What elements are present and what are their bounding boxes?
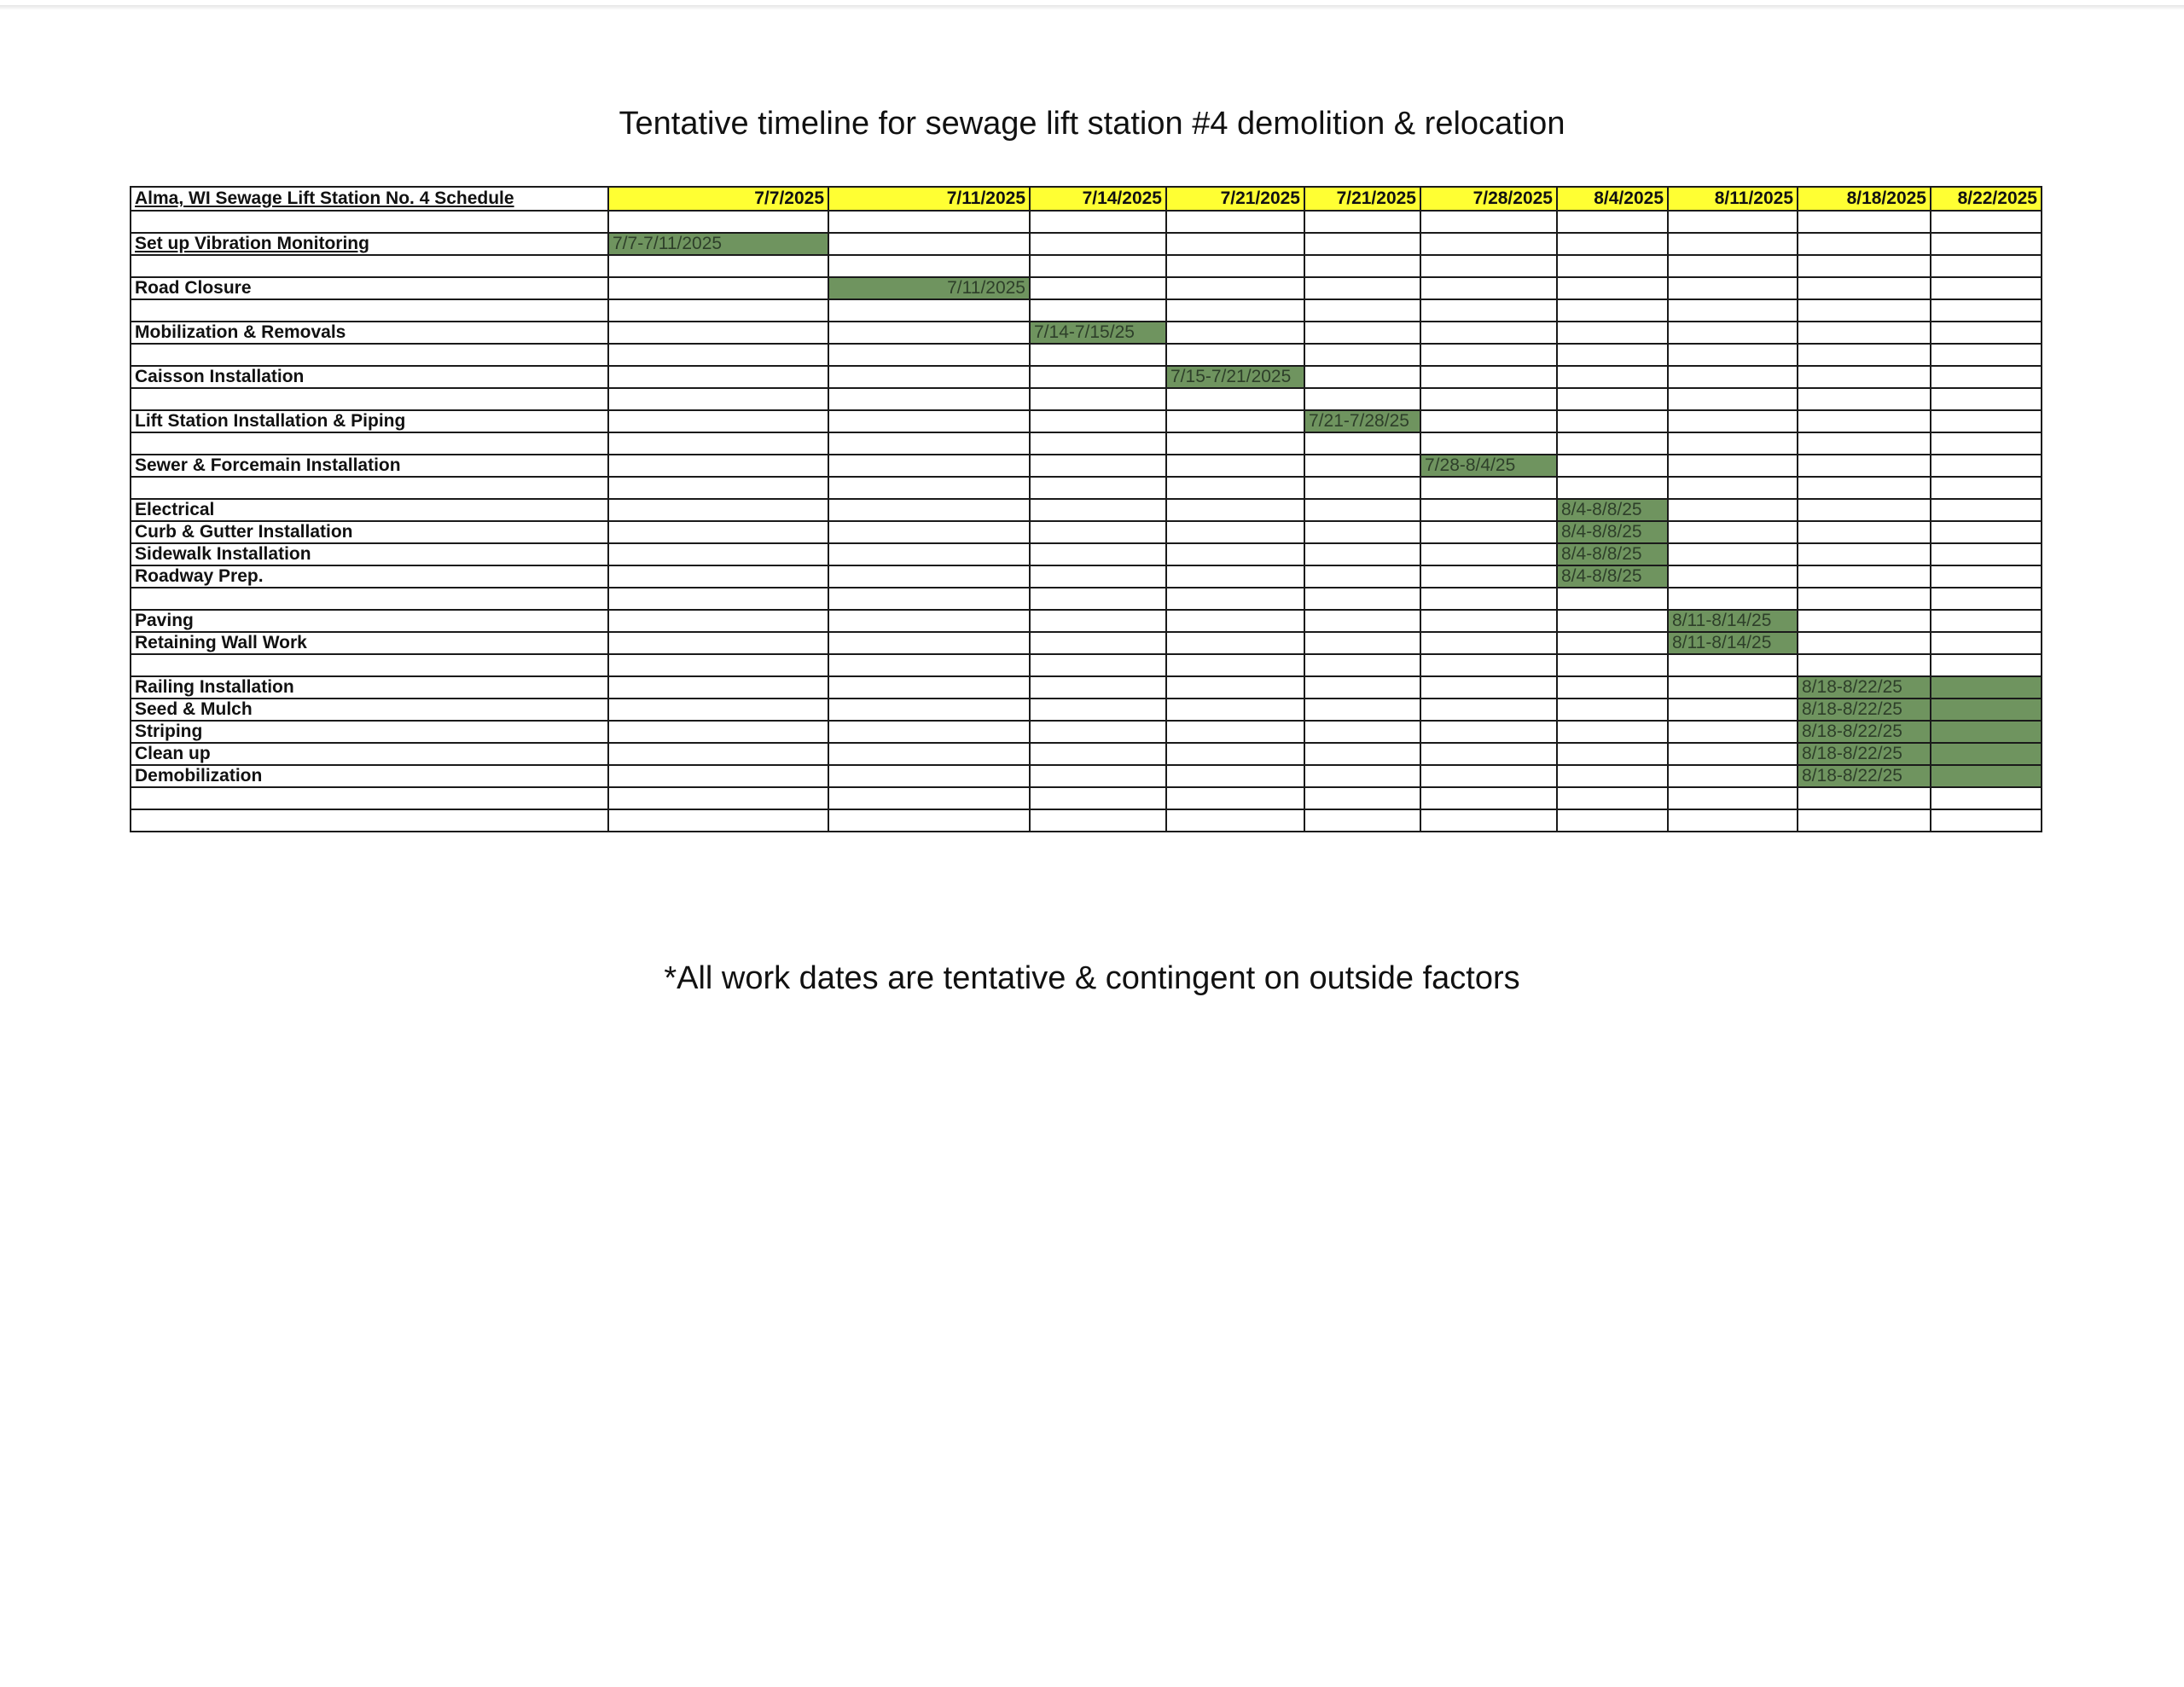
date-header: 7/21/2025	[1304, 187, 1420, 211]
table-row	[131, 632, 2042, 654]
task-bar: 8/4-8/8/25	[1557, 499, 1668, 521]
date-header: 8/22/2025	[1931, 187, 2042, 211]
table-row	[131, 410, 2042, 432]
task-bar: 8/18-8/22/25	[1798, 721, 1931, 743]
task-label: Sewer & Forcemain Installation	[131, 455, 608, 477]
table-row	[131, 565, 2042, 588]
table-row	[131, 455, 2042, 477]
task-bar-extension	[1931, 721, 2042, 743]
date-header: 7/14/2025	[1030, 187, 1166, 211]
task-bar: 7/28-8/4/25	[1420, 455, 1557, 477]
blank-row	[131, 255, 2042, 277]
task-bar: 8/4-8/8/25	[1557, 521, 1668, 543]
table-row	[131, 277, 2042, 299]
task-label: Set up Vibration Monitoring	[131, 233, 608, 255]
task-bar: 8/18-8/22/25	[1798, 765, 1931, 787]
table-row	[131, 543, 2042, 565]
task-label: Paving	[131, 610, 608, 632]
task-bar: 8/4-8/8/25	[1557, 565, 1668, 588]
blank-row	[131, 299, 2042, 322]
blank-row	[131, 388, 2042, 410]
task-bar-extension	[1931, 676, 2042, 699]
blank-row	[131, 809, 2042, 832]
table-row	[131, 699, 2042, 721]
table-row	[131, 721, 2042, 743]
table-row	[131, 233, 2042, 255]
task-label: Mobilization & Removals	[131, 322, 608, 344]
project-title: Alma, WI Sewage Lift Station No. 4 Schedule	[131, 187, 608, 211]
date-header: 7/28/2025	[1420, 187, 1557, 211]
date-header: 8/18/2025	[1798, 187, 1931, 211]
table-row	[131, 322, 2042, 344]
task-label: Sidewalk Installation	[131, 543, 608, 565]
task-bar: 8/4-8/8/25	[1557, 543, 1668, 565]
table-row	[131, 521, 2042, 543]
blank-row	[131, 344, 2042, 366]
blank-row	[131, 432, 2042, 455]
table-row	[131, 765, 2042, 787]
blank-row	[131, 211, 2042, 233]
page-title: Tentative timeline for sewage lift station #4 demolition & relocation	[619, 106, 1565, 142]
task-bar: 7/21-7/28/25	[1304, 410, 1420, 432]
task-label: Caisson Installation	[131, 366, 608, 388]
task-bar: 8/11-8/14/25	[1668, 610, 1798, 632]
task-bar: 7/14-7/15/25	[1030, 322, 1166, 344]
task-label: Seed & Mulch	[131, 699, 608, 721]
task-bar: 7/15-7/21/2025	[1166, 366, 1304, 388]
task-label: Electrical	[131, 499, 608, 521]
task-bar: 8/18-8/22/25	[1798, 743, 1931, 765]
task-bar-extension	[1931, 765, 2042, 787]
task-bar-extension	[1931, 699, 2042, 721]
schedule-table	[130, 186, 2042, 832]
date-header: 7/7/2025	[608, 187, 828, 211]
date-header: 7/11/2025	[828, 187, 1030, 211]
task-label: Clean up	[131, 743, 608, 765]
task-bar: 8/18-8/22/25	[1798, 676, 1931, 699]
date-header: 8/4/2025	[1557, 187, 1668, 211]
blank-row	[131, 588, 2042, 610]
task-bar: 8/11-8/14/25	[1668, 632, 1798, 654]
date-header: 7/21/2025	[1166, 187, 1304, 211]
table-row	[131, 366, 2042, 388]
task-bar: 7/7-7/11/2025	[608, 233, 828, 255]
task-bar-extension	[1931, 743, 2042, 765]
table-row	[131, 610, 2042, 632]
blank-row	[131, 654, 2042, 676]
task-label: Demobilization	[131, 765, 608, 787]
task-label: Retaining Wall Work	[131, 632, 608, 654]
date-header: 8/11/2025	[1668, 187, 1798, 211]
task-label: Road Closure	[131, 277, 608, 299]
table-row	[131, 499, 2042, 521]
scan-edge	[0, 5, 2184, 10]
task-label: Roadway Prep.	[131, 565, 608, 588]
task-label: Striping	[131, 721, 608, 743]
task-label: Lift Station Installation & Piping	[131, 410, 608, 432]
table-row	[131, 676, 2042, 699]
task-bar: 8/18-8/22/25	[1798, 699, 1931, 721]
table-row	[131, 743, 2042, 765]
footnote: *All work dates are tentative & contingent on outside factors	[664, 960, 1520, 996]
task-bar: 7/11/2025	[828, 277, 1030, 299]
task-label: Curb & Gutter Installation	[131, 521, 608, 543]
header-row	[131, 187, 2042, 211]
task-label: Railing Installation	[131, 676, 608, 699]
blank-row	[131, 787, 2042, 809]
blank-row	[131, 477, 2042, 499]
